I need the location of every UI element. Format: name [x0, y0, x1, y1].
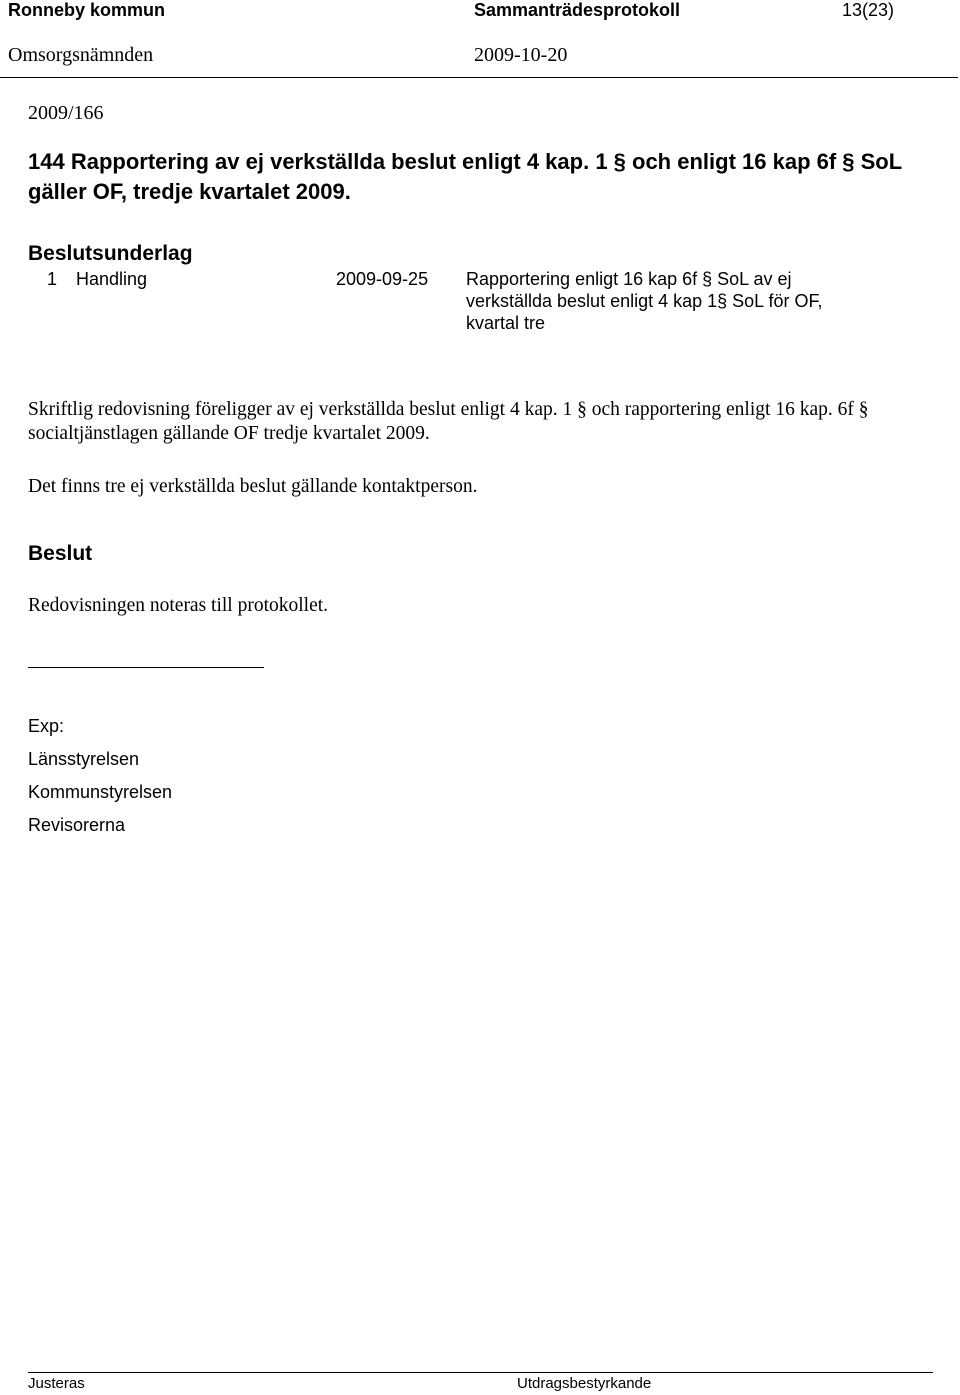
decision-heading: Beslut — [28, 542, 93, 565]
basis-document-number: 1 — [47, 269, 58, 289]
basis-heading: Beslutsunderlag — [28, 242, 193, 265]
report-paragraph: Skriftlig redovisning föreligger av ej verkställda beslut enligt 4 kap. 1 § och rapportering enligt 16 kap. 6f § socialtjänstlagen gällande OF tredje kvartalet 2009. — [28, 399, 869, 444]
case-number: 2009/166 — [28, 102, 104, 124]
page-number: 13(23) — [842, 0, 895, 20]
basis-document-description: Rapportering enligt 16 kap 6f § SoL av ej verkställda beslut enligt 4 kap 1§ SoL för OF, kvartal tre — [466, 269, 823, 333]
distribution-label: Exp: — [28, 716, 65, 736]
footer-divider — [28, 1372, 933, 1373]
footer-utdragsbestyrkande: Utdragsbestyrkande — [517, 1375, 652, 1392]
distribution-recipient: Kommunstyrelsen — [28, 782, 173, 802]
decision-divider — [28, 667, 264, 668]
header-divider — [0, 77, 958, 78]
footer-justeras: Justeras — [28, 1375, 85, 1392]
document-type: Sammanträdesprotokoll — [474, 0, 681, 20]
committee-name: Omsorgsnämnden — [8, 44, 154, 66]
item-title: 144 Rapportering av ej verkställda beslut enligt 4 kap. 1 § och enligt 16 kap 6f § SoL gäller OF, tredje kvartalet 2009. — [28, 149, 902, 204]
summary-paragraph: Det finns tre ej verkställda beslut gällande kontaktperson. — [28, 476, 478, 497]
meeting-date: 2009-10-20 — [474, 44, 568, 66]
distribution-recipient: Länsstyrelsen — [28, 749, 140, 769]
distribution-recipient: Revisorerna — [28, 815, 126, 835]
basis-document-type: Handling — [76, 269, 148, 289]
basis-document-date: 2009-09-25 — [336, 269, 429, 289]
decision-text: Redovisningen noteras till protokollet. — [28, 595, 329, 616]
organization-name: Ronneby kommun — [8, 0, 166, 20]
